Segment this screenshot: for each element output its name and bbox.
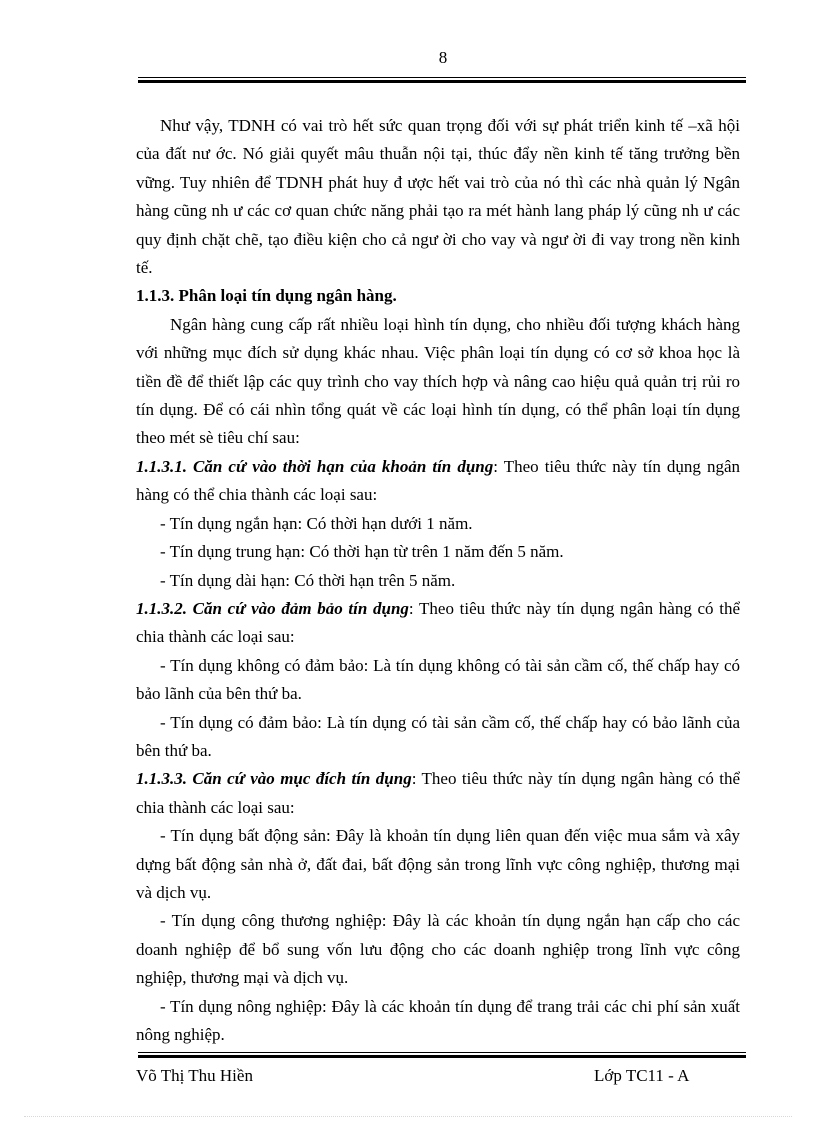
subsection-1 <box>136 453 740 510</box>
paragraph-classification: Ngân hàng cung cấp rất nhiều loại hình tín dụng, cho nhiều đối tượng khách hàng với những mục đích sử dụng khác nhau. Việc phân loại tín dụng có cơ sở khoa học là tiền đề để thiết lập các quy trình cho vay thích hợp và nâng cao hiệu quả quản trị rủi ro tín dụng. Để có cái nhìn tổng quát về các loại hình tín dụng, có thể phân loại tín dụng theo mét sè tiêu chí sau: <box>136 314 740 448</box>
list-item: - Tín dụng dài hạn: Có thời hạn trên 5 năm. <box>160 570 456 590</box>
list-item: - Tín dụng bất động sản: Đây là khoản tín dụng liên quan đến việc mua sắm và xây dựng bất động sản nhà ở, đất đai, bất động sản trong lĩnh vực công nghiệp, thương mại và dịch vụ. <box>136 826 740 902</box>
list-item: - Tín dụng ngắn hạn: Có thời hạn dưới 1 năm. <box>160 513 473 533</box>
subsection-2 <box>136 595 740 652</box>
subsection-1-title: 1.1.3.1. Căn cứ vào thời hạn của khoản tín dụng <box>136 456 494 476</box>
footer-author: Võ Thị Thu Hiền <box>136 1066 253 1085</box>
list-item: - Tín dụng trung hạn: Có thời hạn từ trên 1 năm đến 5 năm. <box>160 542 564 562</box>
section-heading: 1.1.3. Phân loại tín dụng ngân hàng. <box>136 286 397 306</box>
subsection-3-text: : Theo tiêu thức này tín dụng ngân hàng có thể chia thành các loại sau: <box>136 769 741 817</box>
footer-class: Lớp TC11 - A <box>594 1066 690 1085</box>
footer-divider <box>138 1052 746 1058</box>
list-item: - Tín dụng công thương nghiệp: Đây là các khoản tín dụng ngắn hạn cấp cho các doanh nghiệp để bổ sung vốn lưu động cho các doanh nghiệp trong lĩnh vực công nghiệp, thương mại và dịch vụ. <box>136 911 740 988</box>
list-item: - Tín dụng không có đảm bảo: Là tín dụng không có tài sản cầm cố, thế chấp hay có bảo lãnh của bên thứ ba. <box>136 655 740 704</box>
paragraph-intro: Như vậy, TDNH có vai trò hết sức quan trọng đối với sự phát triển kinh tế –xã hội của đất nư ớc. Nó giải quyết mâu thuẫn nội tại, thúc đẩy nền kinh tế tăng trưởng bền vững. Tuy nhiên để TDNH phát huy đ ược hết vai trò của nó thì các nhà quản lý Ngân hàng cũng nh ư các cơ quan chức năng phải tạo ra mét hành lang pháp lý cũng nh ư các quy định chặt chẽ, tạo điều kiện cho cả ngư ời cho vay và ngư ời đi vay trong nền kinh tế. <box>136 116 740 278</box>
header-divider <box>138 77 746 83</box>
subsection-3 <box>136 765 740 822</box>
list-item: - Tín dụng nông nghiệp: Đây là các khoản tín dụng để trang trải các chi phí sản xuất nông nghiệp. <box>136 996 740 1044</box>
subsection-2-title: 1.1.3.2. Căn cứ vào đảm bảo tín dụng <box>136 598 409 618</box>
subsection-2-text: : Theo tiêu thức này tín dụng ngân hàng có thể chia thành các loại sau: <box>136 598 741 647</box>
document-body <box>136 112 740 1049</box>
page-number: 8 <box>438 48 448 67</box>
page-edge-divider <box>24 1116 792 1117</box>
subsection-3-title: 1.1.3.3. Căn cứ vào mục đích tín dụng <box>136 769 412 789</box>
subsection-1-text: : Theo tiêu thức này tín dụng ngân hàng có thể chia thành các loại sau: <box>136 456 740 505</box>
list-item: - Tín dụng có đảm bảo: Là tín dụng có tài sản cầm cố, thế chấp hay có bảo lãnh của bên thứ ba. <box>136 712 740 760</box>
